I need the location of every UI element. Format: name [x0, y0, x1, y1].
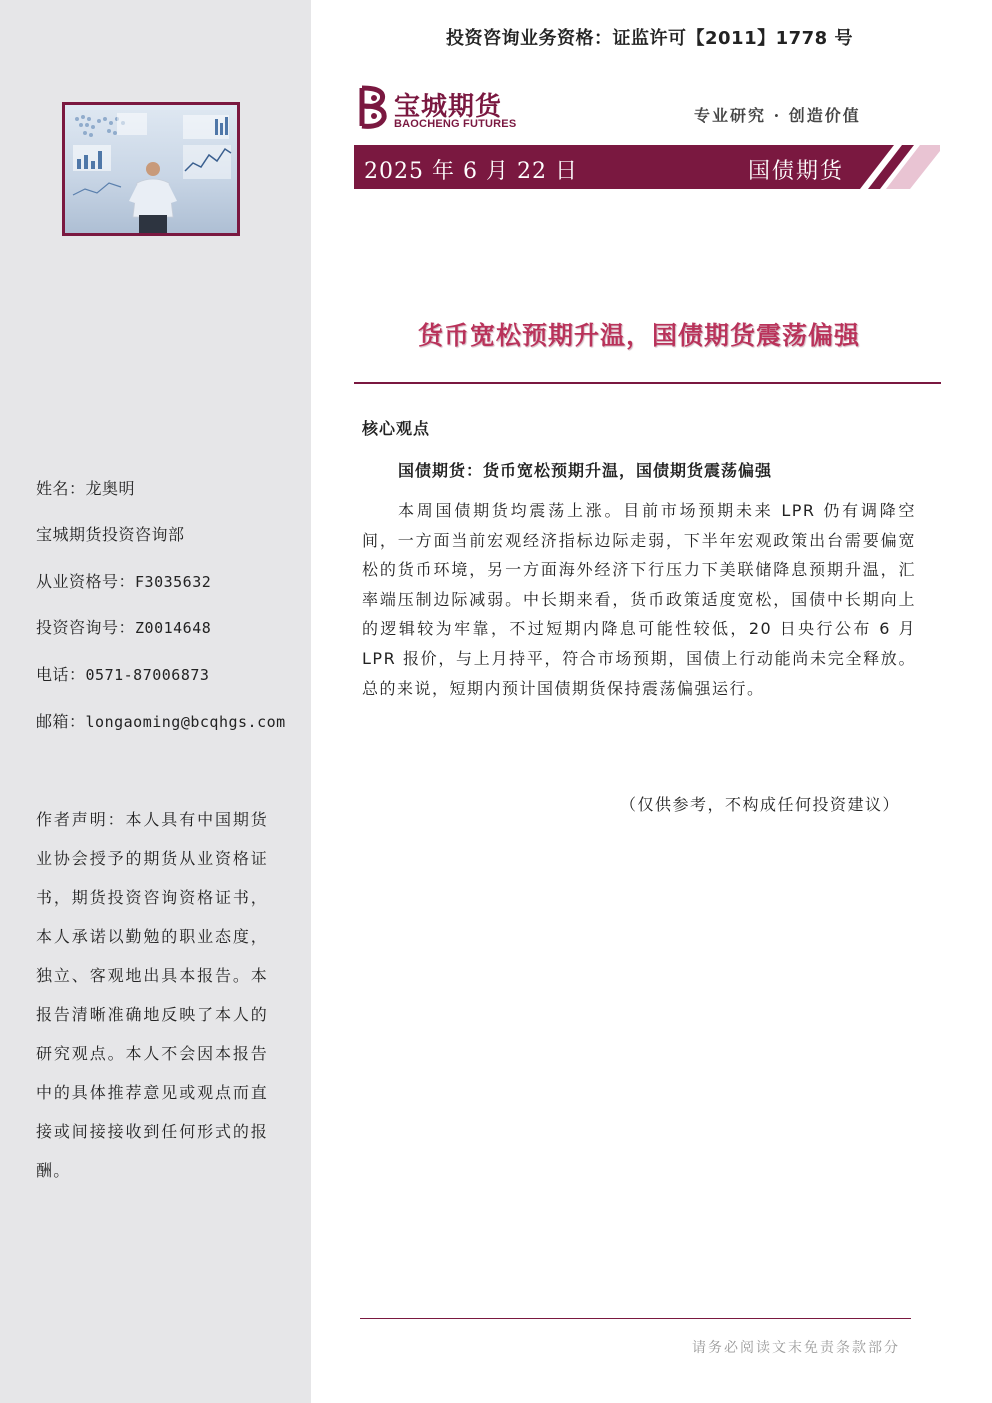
- company-logo: [356, 84, 526, 134]
- consulting-number-value: Z0014648: [135, 619, 212, 637]
- footer-divider: [360, 1318, 911, 1319]
- consulting-number: [36, 615, 211, 638]
- author-name: [36, 476, 135, 499]
- author-department-value: 宝城期货投资咨询部: [36, 525, 185, 544]
- author-declaration: 作者声明：本人具有中国期货业协会授予的期货从业资格证书，期货投资咨询资格证书，本人承诺以勤勉的职业态度，独立、客观地出具本报告。本报告清晰准确地反映了本人的研究观点。本人不会因本报告中的具体推荐意见或观点而直接或间接接收到任何形式的报酬。: [36, 810, 268, 1180]
- businessman-chart-illustration: [65, 105, 237, 233]
- phone-label: 电话：: [36, 665, 86, 684]
- email-label: 邮箱：: [36, 712, 86, 731]
- company-name-en: BAOCHENG FUTURES: [394, 118, 517, 130]
- qualification-number-value: F3035632: [135, 573, 212, 591]
- company-name-cn: 宝城期货: [394, 92, 503, 122]
- qualification-number: [36, 569, 211, 592]
- consulting-number-label: 投资咨询号：: [36, 618, 136, 637]
- core-viewpoint-body: 本周国债期货均震荡上涨。目前市场预期未来 LPR 仍有调降空间，一方面当前宏观经济指标边际走弱，下半年宏观政策出台需要偏宽松的货币环境，另一方面海外经济下行压力下美联储降息预期升温，汇率端压制边际减弱。中长期来看，货币政策适度宽松，国债中长期向上的逻辑较为牢靠，不过短期内降息可能性较低，20 日央行公布 6 月 LPR 报价，与上月持平，符合市场预期，国债上行动能尚未完全释放。总的来说，短期内预计国债期货保持震荡偏强运行。: [362, 501, 916, 698]
- license-text: 投资咨询业务资格：证监许可【2011】1778 号: [446, 28, 853, 49]
- author-department: [36, 522, 185, 545]
- investment-disclaimer: （仅供参考，不构成任何投资建议）: [620, 795, 901, 814]
- slogan: 专业研究 · 创造价值: [694, 106, 861, 125]
- baocheng-logo-icon: [356, 84, 390, 130]
- phone-value: 0571-87006873: [85, 666, 210, 684]
- report-category: 国债期货: [748, 159, 845, 184]
- bond-futures-subheading: 国债期货：货币宽松预期升温，国债期货震荡偏强: [398, 461, 773, 480]
- author-name-value: 龙奥明: [85, 479, 136, 498]
- footer-note: 请务必阅读文末免责条款部分: [692, 1340, 900, 1356]
- report-date: 2025 年 6 月 22 日: [364, 159, 578, 184]
- hero-image: [62, 102, 240, 236]
- core-viewpoint-heading: 核心观点: [362, 419, 431, 438]
- title-divider: [354, 382, 941, 384]
- email: [36, 709, 286, 732]
- email-value[interactable]: longaoming@bcqhgs.com: [85, 713, 286, 731]
- author-name-label: 姓名：: [36, 479, 86, 498]
- sidebar: [0, 0, 311, 1403]
- report-title: 货币宽松预期升温，国债期货震荡偏强: [418, 321, 861, 350]
- phone: [36, 662, 209, 685]
- qualification-number-label: 从业资格号：: [36, 572, 136, 591]
- date-banner: [354, 145, 940, 189]
